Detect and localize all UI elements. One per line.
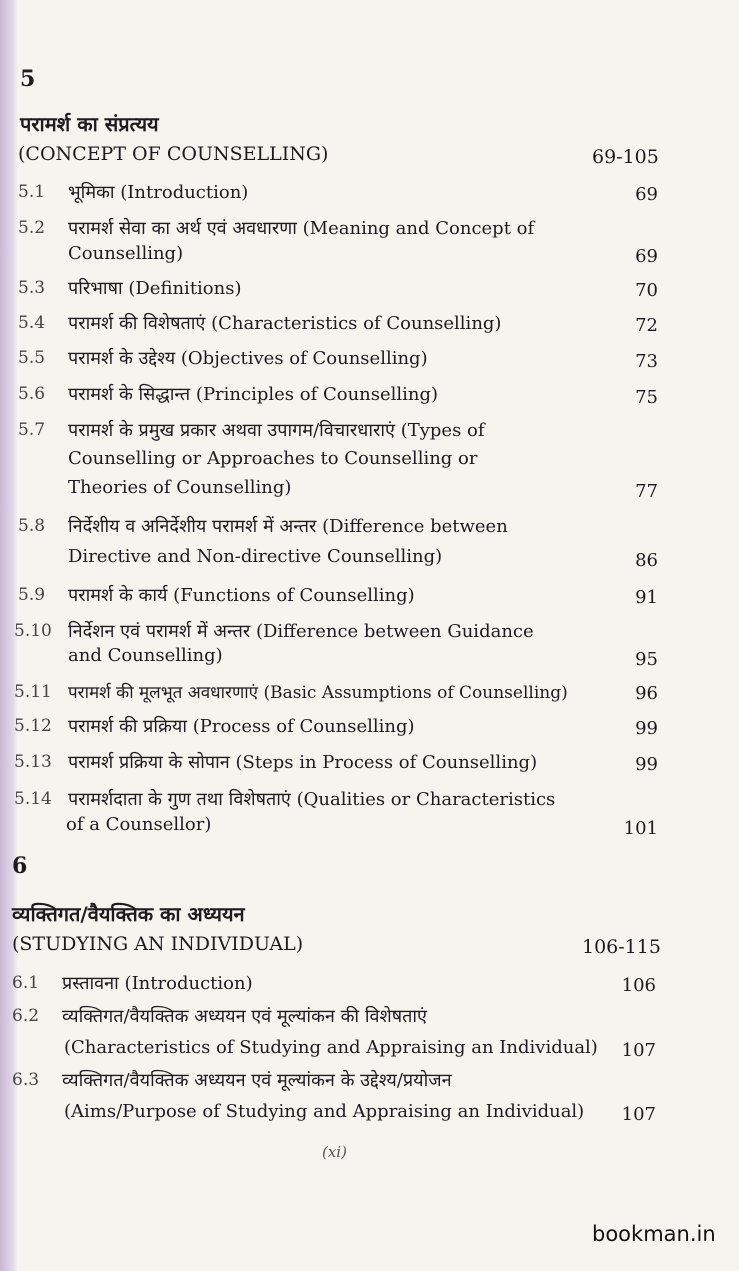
section-number: 5.5 xyxy=(18,348,46,368)
section-page: 106 xyxy=(621,975,656,996)
section-number: 5.8 xyxy=(18,516,46,536)
section-title-continued: Counselling or Approaches to Counselling or xyxy=(68,448,478,469)
section-page: 86 xyxy=(635,550,658,571)
section-title: परामर्श की विशेषताएं (Characteristics of Counselling) xyxy=(68,313,502,334)
section-number: 6.2 xyxy=(12,1006,40,1026)
section-title-continued: (Aims/Purpose of Studying and Appraising an Individual) xyxy=(64,1101,585,1122)
section-title: परामर्श प्रक्रिया के सोपान (Steps in Process of Counselling) xyxy=(68,752,538,773)
section-title-continued: Theories of Counselling) xyxy=(68,477,292,498)
section-title: भूमिका (Introduction) xyxy=(68,182,249,203)
chapter-page-range: 106-115 xyxy=(582,936,661,958)
section-number: 5.14 xyxy=(14,789,52,809)
section-title: परामर्श के सिद्धान्त (Principles of Counselling) xyxy=(68,384,439,405)
section-number: 6.3 xyxy=(12,1070,40,1090)
page-marker: (xi) xyxy=(322,1143,347,1161)
section-title-continued: of a Counsellor) xyxy=(66,814,212,835)
section-page: 75 xyxy=(635,387,658,408)
section-title: परामर्श के प्रमुख प्रकार अथवा उपागम/विचारधाराएं (Types of xyxy=(68,420,485,441)
section-number: 5.4 xyxy=(18,313,46,333)
chapter-title-english: (STUDYING AN INDIVIDUAL) xyxy=(12,933,304,955)
chapter-number: 6 xyxy=(12,853,28,879)
section-number: 5.9 xyxy=(18,585,46,605)
section-page: 72 xyxy=(635,315,658,336)
section-page: 69 xyxy=(635,184,658,205)
section-title: परामर्शदाता के गुण तथा विशेषताएं (Qualities or Characteristics xyxy=(68,789,556,810)
section-title: निर्देशन एवं परामर्श में अन्तर (Difference between Guidance xyxy=(68,621,534,642)
section-page: 99 xyxy=(635,754,658,775)
section-number: 5.11 xyxy=(14,682,52,702)
chapter-title-english: (CONCEPT OF COUNSELLING) xyxy=(18,143,329,165)
section-page: 70 xyxy=(635,280,658,301)
section-title: परामर्श के उद्देश्य (Objectives of Counselling) xyxy=(68,348,428,369)
section-title-continued: and Counselling) xyxy=(68,645,223,666)
section-title: परामर्श की प्रक्रिया (Process of Counselling) xyxy=(68,716,415,737)
section-number: 5.12 xyxy=(14,716,52,736)
section-title: व्यक्तिगत/वैयक्तिक अध्ययन एवं मूल्यांकन के उद्देश्य/प्रयोजन xyxy=(62,1070,452,1091)
section-number: 5.13 xyxy=(14,752,52,772)
section-title: परिभाषा (Definitions) xyxy=(68,278,242,299)
section-page: 99 xyxy=(635,718,658,739)
section-title-continued: (Characteristics of Studying and Appraising an Individual) xyxy=(64,1037,598,1058)
section-page: 101 xyxy=(623,818,658,839)
section-number: 5.6 xyxy=(18,384,46,404)
chapter-page-range: 69-105 xyxy=(592,146,659,168)
section-number: 5.7 xyxy=(18,420,46,440)
chapter-number: 5 xyxy=(20,66,36,92)
section-number: 5.2 xyxy=(18,218,46,238)
section-page: 107 xyxy=(621,1040,656,1061)
chapter-title-hindi: व्यक्तिगत/वैयक्तिक का अध्ययन xyxy=(12,902,245,926)
section-page: 73 xyxy=(635,351,658,372)
section-number: 5.1 xyxy=(18,182,46,202)
section-title: प्रस्तावना (Introduction) xyxy=(62,973,253,994)
chapter-title-hindi: परामर्श का संप्रत्यय xyxy=(20,112,159,136)
section-title: निर्देशीय व अनिर्देशीय परामर्श में अन्तर (Difference between xyxy=(68,516,508,537)
section-number: 5.10 xyxy=(14,621,52,641)
section-page: 95 xyxy=(635,649,658,670)
section-title: परामर्श के कार्य (Functions of Counselling) xyxy=(68,585,415,606)
section-number: 6.1 xyxy=(12,973,40,993)
section-page: 69 xyxy=(635,246,658,267)
section-page: 96 xyxy=(635,683,658,704)
section-title-continued: Directive and Non-directive Counselling) xyxy=(68,546,443,567)
section-page: 91 xyxy=(635,587,658,608)
section-title: व्यक्तिगत/वैयक्तिक अध्ययन एवं मूल्यांकन की विशेषताएं xyxy=(62,1006,428,1027)
section-title-continued: Counselling) xyxy=(68,243,184,264)
section-number: 5.3 xyxy=(18,278,46,298)
section-title: परामर्श की मूलभूत अवधारणाएं (Basic Assumptions of Counselling) xyxy=(68,683,568,703)
section-page: 77 xyxy=(635,481,658,502)
section-page: 107 xyxy=(621,1104,656,1125)
section-title: परामर्श सेवा का अर्थ एवं अवधारणा (Meaning and Concept of xyxy=(68,218,535,239)
watermark: bookman.in xyxy=(592,1222,716,1246)
